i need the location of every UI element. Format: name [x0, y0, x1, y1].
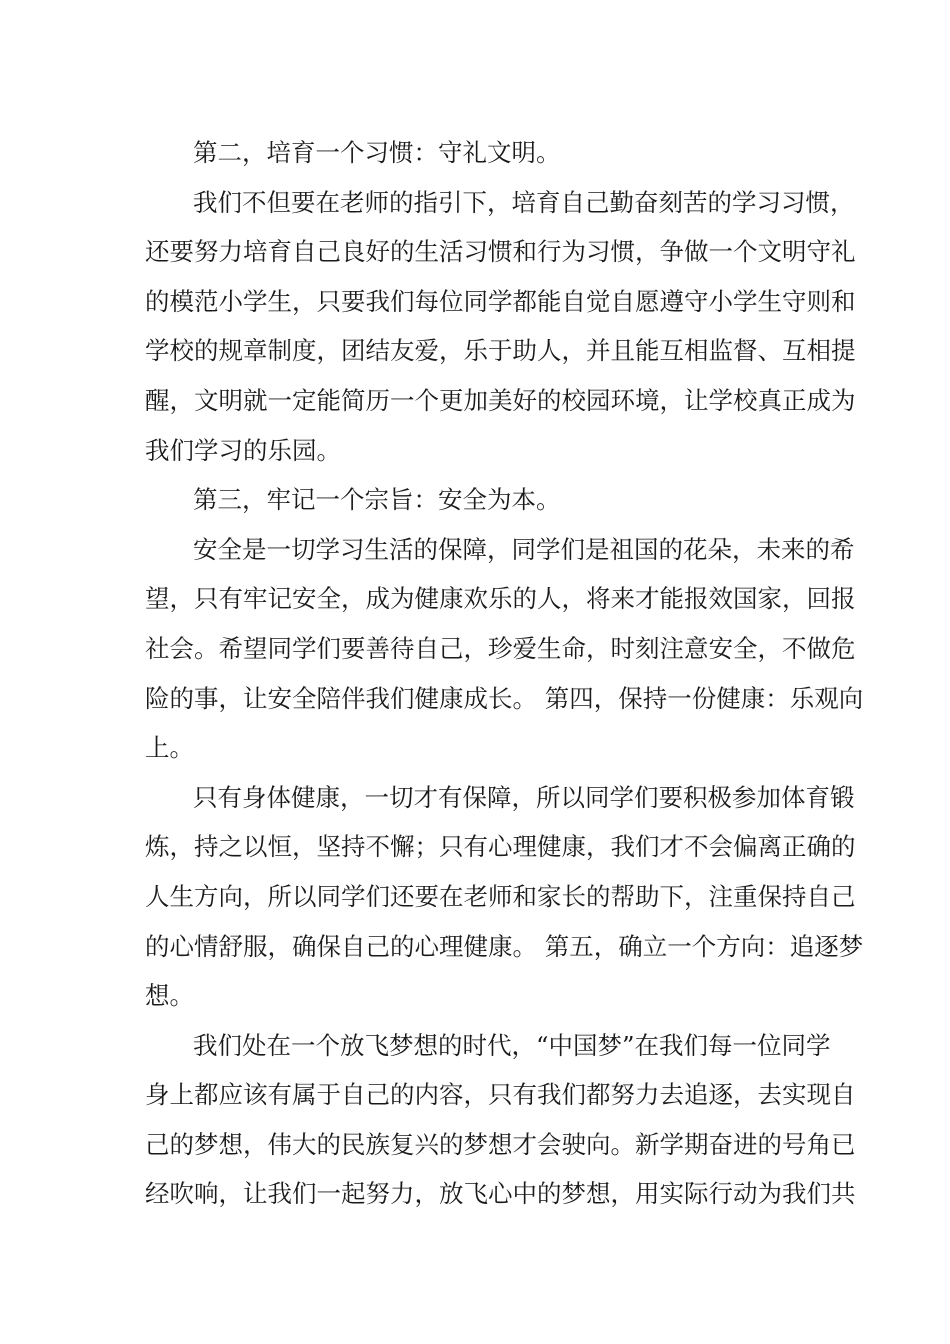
text-line: 望，只有牢记安全，成为健康欢乐的人，将来才能报效国家，回报 — [145, 584, 856, 614]
text-line: 身上都应该有属于自己的内容，只有我们都努力去追逐，去实现自 — [145, 1080, 856, 1110]
text-line: 醒，文明就一定能简历一个更加美好的校园环境，让学校真正成为 — [145, 385, 856, 415]
document-body — [145, 128, 864, 1219]
text-line: 想。 — [145, 981, 194, 1011]
text-line: 的模范小学生，只要我们每位同学都能自觉自愿遵守小学生守则和 — [145, 286, 856, 316]
text-line: 上。 — [145, 733, 194, 763]
text-line: 炼，持之以恒，坚持不懈；只有心理健康，我们才不会偏离正确的 — [145, 832, 856, 862]
text-line: 的心情舒服，确保自己的心理健康。 第五，确立一个方向：追逐梦 — [145, 931, 864, 961]
text-line: 经吹响，让我们一起努力，放飞心中的梦想，用实际行动为我们共 — [145, 1179, 856, 1209]
text-line: 只有身体健康，一切才有保障，所以同学们要积极参加体育锻 — [193, 782, 855, 812]
text-line: 人生方向，所以同学们还要在老师和家长的帮助下，注重保持自己 — [145, 881, 856, 911]
text-line: 险的事，让安全陪伴我们健康成长。 第四，保持一份健康：乐观向 — [145, 683, 864, 713]
text-line: 社会。希望同学们要善待自己，珍爱生命，时刻注意安全，不做危 — [145, 633, 856, 663]
text-line: 我们学习的乐园。 — [145, 435, 341, 465]
section-heading-third: 第三，牢记一个宗旨：安全为本。 — [193, 485, 561, 515]
text-line: 己的梦想，伟大的民族复兴的梦想才会驶向。新学期奋进的号角已 — [145, 1129, 856, 1159]
section-heading-second: 第二，培育一个习惯：守礼文明。 — [193, 138, 561, 167]
text-line: 还要努力培育自己良好的生活习惯和行为习惯，争做一个文明守礼 — [145, 237, 856, 267]
text-line: 我们处在一个放飞梦想的时代，“中国梦”在我们每一位同学 — [193, 1030, 831, 1060]
text-line: 安全是一切学习生活的保障，同学们是祖国的花朵，未来的希 — [193, 534, 855, 564]
text-line: 我们不但要在老师的指引下，培育自己勤奋刻苦的学习习惯， — [193, 187, 855, 217]
text-line: 学校的规章制度，团结友爱，乐于助人，并且能互相监督、互相提 — [145, 336, 856, 366]
